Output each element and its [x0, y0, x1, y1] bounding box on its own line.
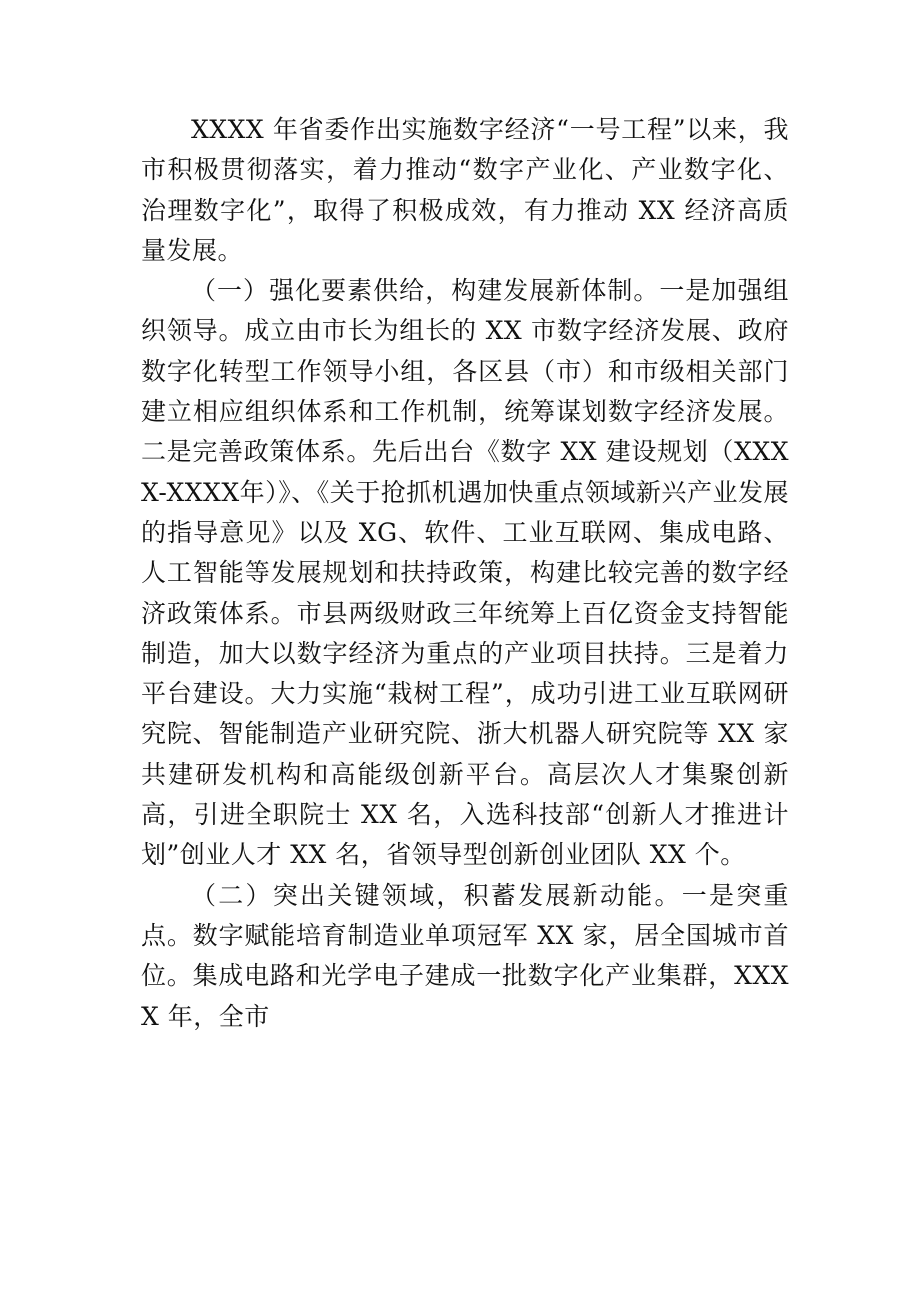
- paragraph-section-2: （二）突出关键领域，积蓄发展新动能。一是突重点。数字赋能培育制造业单项冠军 XX 家，居全国城市首位。集成电路和光学电子建成一批数字化产业集群，XXXX 年，全市: [141, 880, 789, 1031]
- document-body: [141, 110, 789, 1037]
- paragraph-section-1: （一）强化要素供给，构建发展新体制。一是加强组织领导。成立由市长为组长的 XX 市数字经济发展、政府数字化转型工作领导小组，各区县（市）和市级相关部门建立相应组织体系和工作机制，统筹谋划数字经济发展。二是完善政策体系。先后出台《数字 XX 建设规划（XXXX-XXXX年）》、《关于抢抓机遇加快重点领域新兴产业发展的指导意见》以及 XG、软件、工业互联网、集成电路、人工智能等发展规划和扶持政策，构建比较完善的数字经济政策体系。市县两级财政三年统筹上百亿资金支持智能制造，加大以数字经济为重点的产业项目扶持。三是着力平台建设。大力实施“栽树工程”，成功引进工业互联网研究院、智能制造产业研究院、浙大机器人研究院等 XX 家共建研发机构和高能级创新平台。高层次人才集聚创新高，引进全职院士 XX 名，入选科技部“创新人才推进计划”创业人才 XX 名，省领导型创新创业团队 XX 个。: [141, 276, 789, 870]
- paragraph-intro: XXXX 年省委作出实施数字经济“一号工程”以来，我市积极贯彻落实，着力推动“数字产业化、产业数字化、治理数字化”，取得了积极成效，有力推动 XX 经济高质量发展。: [141, 115, 789, 265]
